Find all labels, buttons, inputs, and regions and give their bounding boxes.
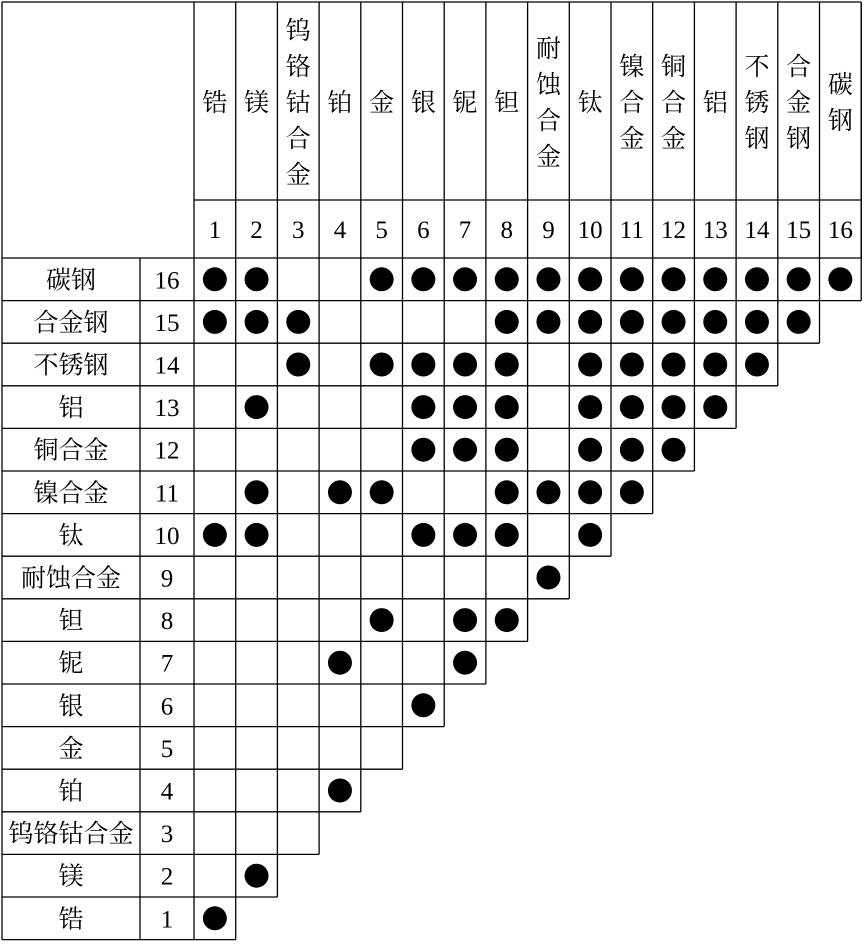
- row-number-1: 1: [160, 906, 174, 934]
- row-label-2: 镁: [58, 861, 84, 891]
- column-number-16: 16: [827, 217, 853, 244]
- compat-dot-16-7: [453, 267, 477, 291]
- column-number-15: 15: [786, 217, 812, 244]
- row-number-12: 12: [154, 437, 180, 465]
- column-header-7: 铌: [452, 88, 478, 118]
- column-number-6: 6: [417, 217, 430, 244]
- column-number-3: 3: [292, 217, 305, 244]
- compat-dot-15-8: [495, 310, 519, 334]
- compat-dot-10-1: [203, 523, 227, 547]
- column-header-4: 铂: [327, 88, 353, 118]
- column-number-13: 13: [702, 217, 728, 244]
- row-number-16: 16: [154, 267, 180, 295]
- compat-dot-13-13: [703, 395, 727, 419]
- compat-dot-14-8: [495, 353, 519, 377]
- compat-dot-12-6: [411, 438, 435, 462]
- compat-dot-9-9: [536, 566, 560, 590]
- row-label-8: 钽: [58, 606, 84, 636]
- column-number-10: 10: [577, 217, 603, 244]
- compat-dot-16-5: [370, 267, 394, 291]
- column-header-16: 碳钢: [827, 70, 853, 136]
- row-number-13: 13: [154, 395, 180, 423]
- compat-dot-16-16: [828, 267, 852, 291]
- column-number-11: 11: [619, 217, 644, 244]
- compat-dot-4-4: [328, 779, 352, 803]
- row-label-6: 银: [58, 691, 84, 721]
- column-number-1: 1: [208, 217, 222, 244]
- compat-dot-13-10: [578, 395, 602, 419]
- compat-dot-16-9: [536, 267, 560, 291]
- compat-dot-15-1: [203, 310, 227, 334]
- row-number-4: 4: [160, 778, 174, 806]
- row-number-9: 9: [160, 565, 174, 593]
- compat-dot-8-7: [453, 608, 477, 632]
- column-header-10: 钛: [577, 88, 603, 118]
- row-label-3: 钨铬钴合金: [8, 819, 134, 849]
- compat-dot-11-5: [370, 480, 394, 504]
- compat-dot-10-2: [245, 523, 269, 547]
- compat-dot-11-9: [536, 480, 560, 504]
- row-label-11: 镍合金: [33, 478, 109, 508]
- compat-dot-13-8: [495, 395, 519, 419]
- compat-dot-16-12: [662, 267, 686, 291]
- column-number-8: 8: [500, 217, 513, 244]
- compat-dot-16-2: [245, 267, 269, 291]
- column-header-11: 镍合金: [619, 52, 645, 154]
- column-header-2: 镁: [244, 88, 270, 118]
- compat-dot-1-1: [203, 906, 227, 930]
- compat-dot-12-11: [620, 438, 644, 462]
- column-header-5: 金: [369, 88, 395, 118]
- column-header-13: 铝: [702, 88, 728, 118]
- column-number-9: 9: [542, 217, 555, 244]
- compat-dot-15-2: [245, 310, 269, 334]
- compat-dot-15-9: [536, 310, 560, 334]
- compat-dot-14-12: [662, 353, 686, 377]
- row-number-15: 15: [154, 309, 180, 337]
- compat-dot-15-10: [578, 310, 602, 334]
- compat-dot-11-11: [620, 480, 644, 504]
- column-number-4: 4: [333, 217, 347, 244]
- compat-dot-11-10: [578, 480, 602, 504]
- row-number-10: 10: [154, 522, 180, 550]
- compat-dot-14-14: [745, 353, 769, 377]
- compat-dot-16-8: [495, 267, 519, 291]
- row-label-4: 铂: [58, 776, 84, 806]
- compat-dot-13-12: [662, 395, 686, 419]
- compat-dot-15-14: [745, 310, 769, 334]
- compat-dot-12-8: [495, 438, 519, 462]
- column-header-3: 钨铬钴合金: [285, 16, 311, 190]
- column-number-7: 7: [458, 217, 472, 244]
- compat-dot-15-3: [286, 310, 310, 334]
- compat-dot-16-1: [203, 267, 227, 291]
- compat-dot-15-15: [787, 310, 811, 334]
- row-number-8: 8: [160, 608, 174, 636]
- compat-dot-14-5: [370, 353, 394, 377]
- row-number-3: 3: [160, 821, 174, 849]
- column-number-2: 2: [250, 217, 263, 244]
- compat-dot-16-14: [745, 267, 769, 291]
- column-header-14: 不锈钢: [744, 52, 770, 154]
- column-header-8: 钽: [494, 88, 520, 118]
- compat-dot-16-10: [578, 267, 602, 291]
- compat-dot-11-2: [245, 480, 269, 504]
- column-header-1: 锆: [202, 88, 228, 118]
- compat-dot-15-13: [703, 310, 727, 334]
- compat-dot-13-6: [411, 395, 435, 419]
- column-header-9: 耐蚀合金: [535, 34, 561, 172]
- row-label-5: 金: [58, 733, 84, 763]
- compat-dot-14-3: [286, 353, 310, 377]
- compat-dot-14-11: [620, 353, 644, 377]
- compat-dot-16-15: [787, 267, 811, 291]
- row-label-14: 不锈钢: [33, 350, 109, 380]
- column-number-5: 5: [375, 217, 388, 244]
- compat-dot-8-5: [370, 608, 394, 632]
- row-label-15: 合金钢: [33, 307, 109, 337]
- compat-dot-14-7: [453, 353, 477, 377]
- compat-dot-11-8: [495, 480, 519, 504]
- row-label-16: 碳钢: [45, 265, 97, 295]
- row-number-7: 7: [160, 650, 174, 678]
- compat-dot-15-12: [662, 310, 686, 334]
- column-header-6: 银: [410, 88, 436, 118]
- compat-dot-11-4: [328, 480, 352, 504]
- compat-dot-13-11: [620, 395, 644, 419]
- compat-dot-12-10: [578, 438, 602, 462]
- row-label-12: 铜合金: [33, 435, 109, 465]
- compat-dot-10-6: [411, 523, 435, 547]
- row-label-13: 铝: [58, 393, 84, 423]
- row-number-5: 5: [160, 735, 174, 763]
- compat-dot-12-12: [662, 438, 686, 462]
- row-label-9: 耐蚀合金: [20, 563, 122, 593]
- compat-dot-15-11: [620, 310, 644, 334]
- compat-dot-14-13: [703, 353, 727, 377]
- compat-dot-14-10: [578, 353, 602, 377]
- row-label-1: 锆: [58, 904, 84, 934]
- compat-dot-16-11: [620, 267, 644, 291]
- compat-dot-2-2: [245, 864, 269, 888]
- compat-dot-7-4: [328, 651, 352, 675]
- compat-dot-6-6: [411, 693, 435, 717]
- row-number-14: 14: [154, 352, 180, 380]
- column-header-12: 铜合金: [661, 52, 687, 154]
- column-number-14: 14: [744, 217, 770, 244]
- compat-dot-12-7: [453, 438, 477, 462]
- compat-dot-16-6: [411, 267, 435, 291]
- compat-dot-13-2: [245, 395, 269, 419]
- row-label-10: 钛: [58, 520, 84, 550]
- column-number-12: 12: [661, 217, 687, 244]
- row-number-2: 2: [160, 863, 174, 891]
- row-label-7: 铌: [58, 648, 84, 678]
- compat-dot-10-10: [578, 523, 602, 547]
- compat-dot-14-6: [411, 353, 435, 377]
- compat-dot-16-13: [703, 267, 727, 291]
- compat-dot-13-7: [453, 395, 477, 419]
- compat-dot-10-7: [453, 523, 477, 547]
- compat-dot-10-8: [495, 523, 519, 547]
- row-number-11: 11: [154, 480, 180, 508]
- compat-dot-8-8: [495, 608, 519, 632]
- row-number-6: 6: [160, 693, 174, 721]
- compat-dot-7-7: [453, 651, 477, 675]
- column-header-15: 合金钢: [786, 52, 812, 154]
